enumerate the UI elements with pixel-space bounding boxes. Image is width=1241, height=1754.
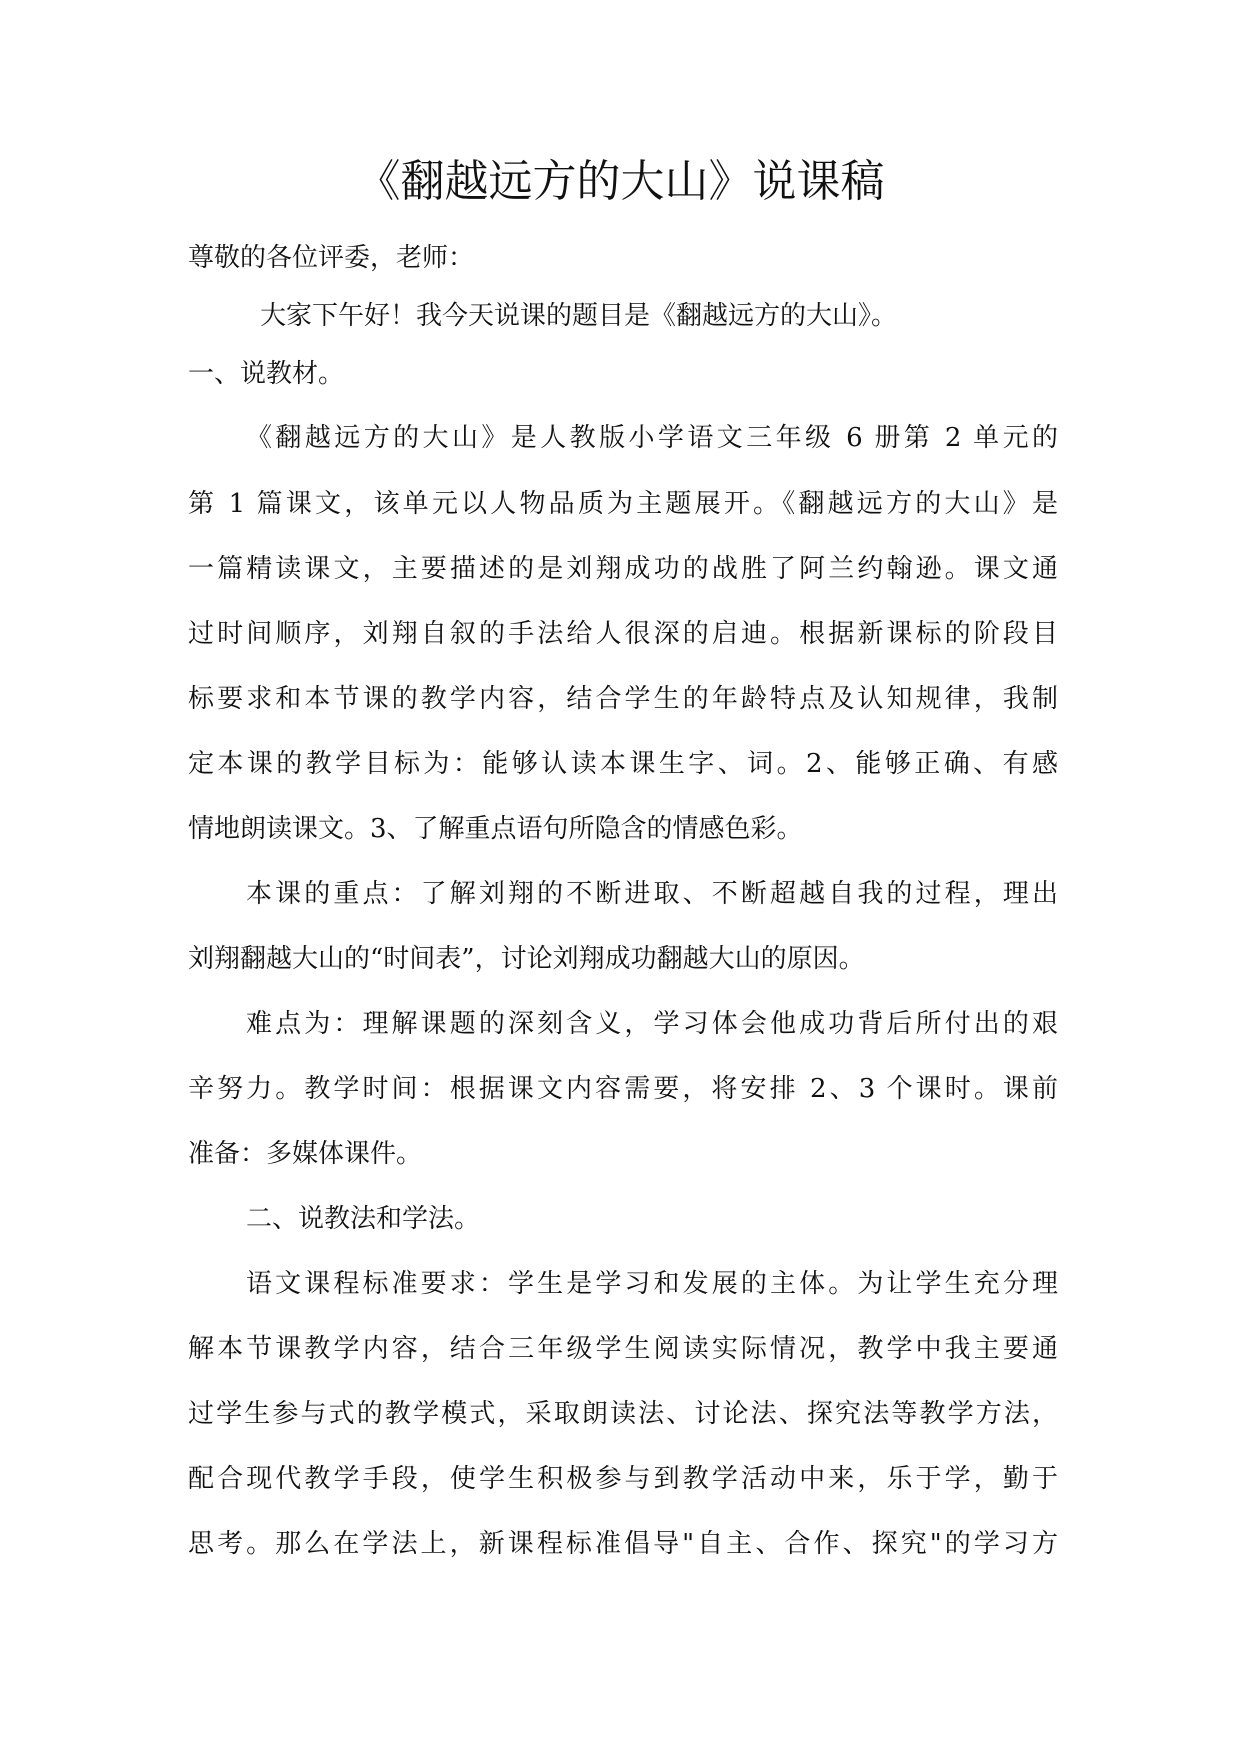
paragraph-line: 过学生参与式的教学模式，采取朗读法、讨论法、探究法等教学方法， xyxy=(188,1399,1058,1429)
paragraph-line: 情地朗读课文。3、了解重点语句所隐含的情感色彩。 xyxy=(188,814,803,844)
paragraph-line: 本课的重点：了解刘翔的不断进取、不断超越自我的过程，理出 xyxy=(246,879,1058,909)
paragraph-line: 语文课程标准要求：学生是学习和发展的主体。为让学生充分理 xyxy=(246,1269,1058,1299)
greeting-line: 大家下午好！我今天说课的题目是《翻越远方的大山》。 xyxy=(260,301,898,331)
paragraph-line: 思考。那么在学法上，新课程标准倡导"自主、合作、探究"的学习方 xyxy=(188,1529,1058,1559)
salutation-line: 尊敬的各位评委，老师： xyxy=(188,243,475,273)
paragraph-line: 定本课的教学目标为：能够认读本课生字、词。2、能够正确、有感 xyxy=(188,749,1058,779)
paragraph-line: 《翻越远方的大山》是人教版小学语文三年级 6 册第 2 单元的 xyxy=(246,423,1058,453)
section-heading-textbook: 一、说教材。 xyxy=(188,359,345,389)
paragraph-line: 刘翔翻越大山的“时间表”，讨论刘翔成功翻越大山的原因。 xyxy=(188,944,865,974)
paragraph-line: 一篇精读课文，主要描述的是刘翔成功的战胜了阿兰约翰逊。课文通 xyxy=(188,554,1058,584)
paragraph-line: 标要求和本节课的教学内容，结合学生的年龄特点及认知规律，我制 xyxy=(188,684,1058,714)
paragraph-line: 配合现代教学手段，使学生积极参与到教学活动中来，乐于学，勤于 xyxy=(188,1464,1058,1494)
section-heading-methods: 二、说教法和学法。 xyxy=(246,1204,481,1234)
paragraph-line: 难点为：理解课题的深刻含义，学习体会他成功背后所付出的艰 xyxy=(246,1009,1058,1039)
paragraph-line: 第 1 篇课文，该单元以人物品质为主题展开。《翻越远方的大山》是 xyxy=(188,489,1058,519)
paragraph-line: 辛努力。教学时间：根据课文内容需要，将安排 2、3 个课时。课前 xyxy=(188,1074,1058,1104)
document-title: 《翻越远方的大山》说课稿 xyxy=(356,156,885,207)
paragraph-line: 过时间顺序，刘翔自叙的手法给人很深的启迪。根据新课标的阶段目 xyxy=(188,619,1058,649)
paragraph-line: 准备：多媒体课件。 xyxy=(188,1139,423,1169)
paragraph-line: 解本节课教学内容，结合三年级学生阅读实际情况，教学中我主要通 xyxy=(188,1334,1058,1364)
